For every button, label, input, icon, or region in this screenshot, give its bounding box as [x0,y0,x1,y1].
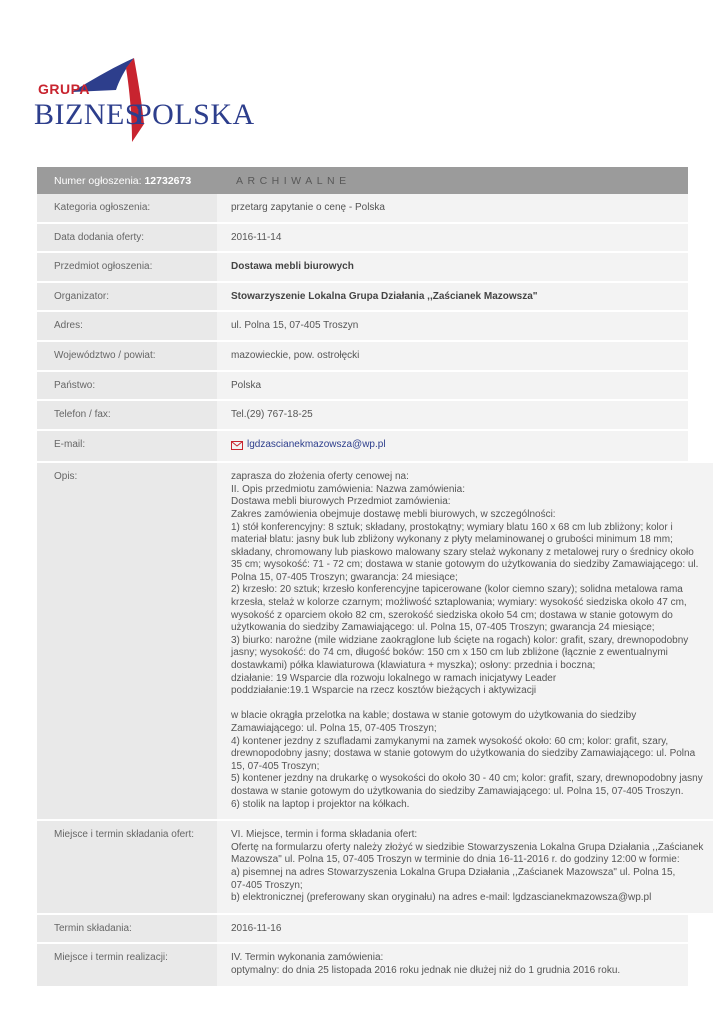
text-line: działanie: 19 Wsparcie dla rozwoju lokalnego w ramach inicjatywy Leader [231,672,557,684]
text-line: materiał blatu: jasny buk lub zbliżony wykonany z płyty melaminowanej o grubości minimum 18 mm; [231,534,673,546]
text-line: 35 cm; wysokość: 71 - 72 cm; dostawa w stanie gotowym do użytkowania do siedziby Zamawiającego: ul. [231,559,699,571]
row-label: Miejsce i termin realizacji: [37,944,217,985]
row-value: Stowarzyszenie Lokalna Grupa Działania ,,Zaścianek Mazowsza" [217,283,688,311]
text-line: 07-405 Troszyn; [231,879,303,891]
row-label: Województwo / powiat: [37,342,217,370]
row-miejsce-skladania [37,821,704,915]
row-value: Polska [217,372,688,400]
text-line: 1) stół konferencyjny: 8 sztuk; składany, prostokątny; wymiary blatu 160 x 68 cm lub zbliżony; kolor i [231,521,673,533]
text-line: dostawkami) półka klawiaturowa (klawiatura + myszka); osłony: przednia i boczna; [231,660,596,672]
text-line: zaprasza do złożenia oferty cenowej na: [231,471,409,483]
text-line: IV. Termin wykonania zamówienia: [231,952,384,964]
opis-text [231,471,703,811]
row-label: Organizator: [37,283,217,311]
text-line: w blacie okrągła przelotka na kable; dostawa w stanie gotowym do użytkowania do siedziby [231,710,637,722]
text-line [231,698,703,711]
text-line: optymalny: do dnia 25 listopada 2016 roku jednak nie dłużej niż do 1 grudnia 2016 roku. [231,964,621,976]
row-label: Termin składania: [37,915,217,943]
row-organizator [37,283,688,313]
logo-biznes-text: BIZNES [34,98,142,131]
row-wojewodztwo [37,342,688,372]
text-line: 4) kontener jezdny z szufladami zamykanymi na zamek wysokość około: 60 cm; kolor: grafit, szary, [231,735,669,747]
row-value: 2016-11-16 [217,915,688,943]
row-telefon [37,401,688,431]
row-realizacja [37,944,688,987]
row-label: Kategoria ogłoszenia: [37,194,217,222]
row-label: Data dodania oferty: [37,224,217,252]
text-line: wysokość z oparciem około 82 cm, szerokość siedziska około 54 cm; dostawa w stanie gotowym do [231,609,673,621]
row-label: Miejsce i termin składania ofert: [37,821,217,913]
realizacja-text [231,952,678,977]
text-line: Dostawa mebli biurowych Przedmiot zamówienia: [231,496,451,508]
row-label: Adres: [37,312,217,340]
row-label: Telefon / fax: [37,401,217,429]
text-line: Zamawiającego: ul. Polna 15, 07-405 Troszyn; [231,723,437,735]
text-line: 3) biurko: narożne (mile widziane zaokrąglone lub ścięte na rogach) kolor: grafit, szary, drewnopodobny [231,634,689,646]
row-label: Państwo: [37,372,217,400]
email-address: lgdzascianekmazowsza@wp.pl [247,438,386,450]
text-line: krzesła, stelaż w kolorze czarnym; możliwość sztaplowania; wymiary: wysokość siedziska około 47 cm, [231,597,687,609]
row-data-dodania [37,224,688,254]
row-value: przetarg zapytanie o cenę - Polska [217,194,688,222]
text-line: 6) stolik na laptop i projektor na kółkach. [231,798,410,810]
logo-polska-text: POLSKA [135,98,255,131]
text-line: użytkowania do siedziby Zamawiającego: ul. Polna 15, 07-405 Troszyn; gwarancja 24 miesiące; [231,622,655,634]
text-line: 5) kontener jezdny na drukarkę o wysokości do około 30 - 40 cm; kolor: grafit, szary, drewnopodobny jasny [231,773,703,785]
notice-number [37,175,236,187]
row-value [217,944,688,985]
row-value: Tel.(29) 767-18-25 [217,401,688,429]
text-line: II. Opis przedmiotu zamówienia: Nazwa zamówienia: [231,483,465,495]
text-line: Zakres zamówienia obejmuje dostawę mebli biurowych, w szczególności: [231,508,556,520]
row-value [217,431,688,461]
row-value: mazowieckie, pow. ostrołęcki [217,342,688,370]
row-opis [37,463,703,821]
row-adres [37,312,688,342]
notice-header [37,167,688,194]
row-label: Opis: [37,463,217,819]
text-line: dostawa w stanie gotowym do użytkowania do siedziby Zamawiającego: ul. Polna 15, 07-405 Troszyn. [231,785,684,797]
row-termin-skladania [37,915,688,945]
text-line: Mazowsza" ul. Polna 15, 07-405 Troszyn w terminie do dnia 16-11-2016 r. do godziny 12:00 w formie: [231,854,680,866]
miejsce-skladania-text [231,829,703,905]
text-line: Ofertę na formularzu oferty należy złożyć w siedzibie Stowarzyszenia Lokalna Grupa Działania ,,Zaścianek [231,841,704,853]
row-label: Przedmiot ogłoszenia: [37,253,217,281]
row-value: 2016-11-14 [217,224,688,252]
row-value [217,821,713,913]
row-value [217,463,713,819]
text-line: a) pisemnej na adres Stowarzyszenia Lokalna Grupa Działania ,,Zaścianek Mazowsza" ul. Polna 15, [231,866,676,878]
text-line: VI. Miejsce, termin i forma składania ofert: [231,829,418,841]
row-label: E-mail: [37,431,217,461]
text-line: poddziałanie:19.1 Wsparcie na rzecz kosztów bieżących i aktywizacji [231,685,537,697]
logo-graphic [34,52,255,144]
row-value: ul. Polna 15, 07-405 Troszyn [217,312,688,340]
notice-table [37,167,704,988]
email-link[interactable] [231,439,386,452]
text-line: drewnopodobny jasny; dostawa w stanie gotowym do użytkowania do siedziby Zamawiającego: ul. Polna [231,748,696,760]
row-panstwo [37,372,688,402]
text-line: 2) krzesło: 20 sztuk; krzesło konferencyjne tapicerowane (kolor ciemno szary); solidna metalowa rama [231,584,683,596]
notice-number-label: Numer ogłoszenia: [54,174,142,187]
envelope-icon [231,441,243,450]
grupa-biznes-polska-logo [34,52,255,144]
notice-number-value: 12732673 [144,174,192,187]
text-line: składany, chromowany lub piaskowo malowany szary stelaż wykonany z metalowej rury o średnicy około [231,546,694,558]
status-badge: ARCHIWALNE [236,174,351,187]
text-line: b) elektronicznej (preferowany skan oryginału) na adres e-mail: lgdzascianekmazowsza@wp.pl [231,892,652,904]
row-value: Dostawa mebli biurowych [217,253,688,281]
text-line: jasny; wysokość: do 74 cm, długość boków: 150 cm x 150 cm lub zbliżone (łącznie z ewentualnymi [231,647,668,659]
text-line: 15, 07-405 Troszyn; [231,760,320,772]
text-line: Polna 15, 07-405 Troszyn; gwarancja: 24 miesiące; [231,571,458,583]
row-przedmiot [37,253,688,283]
row-email [37,431,688,463]
row-kategoria [37,194,688,224]
logo-grupa-text: GRUPA [38,81,91,97]
